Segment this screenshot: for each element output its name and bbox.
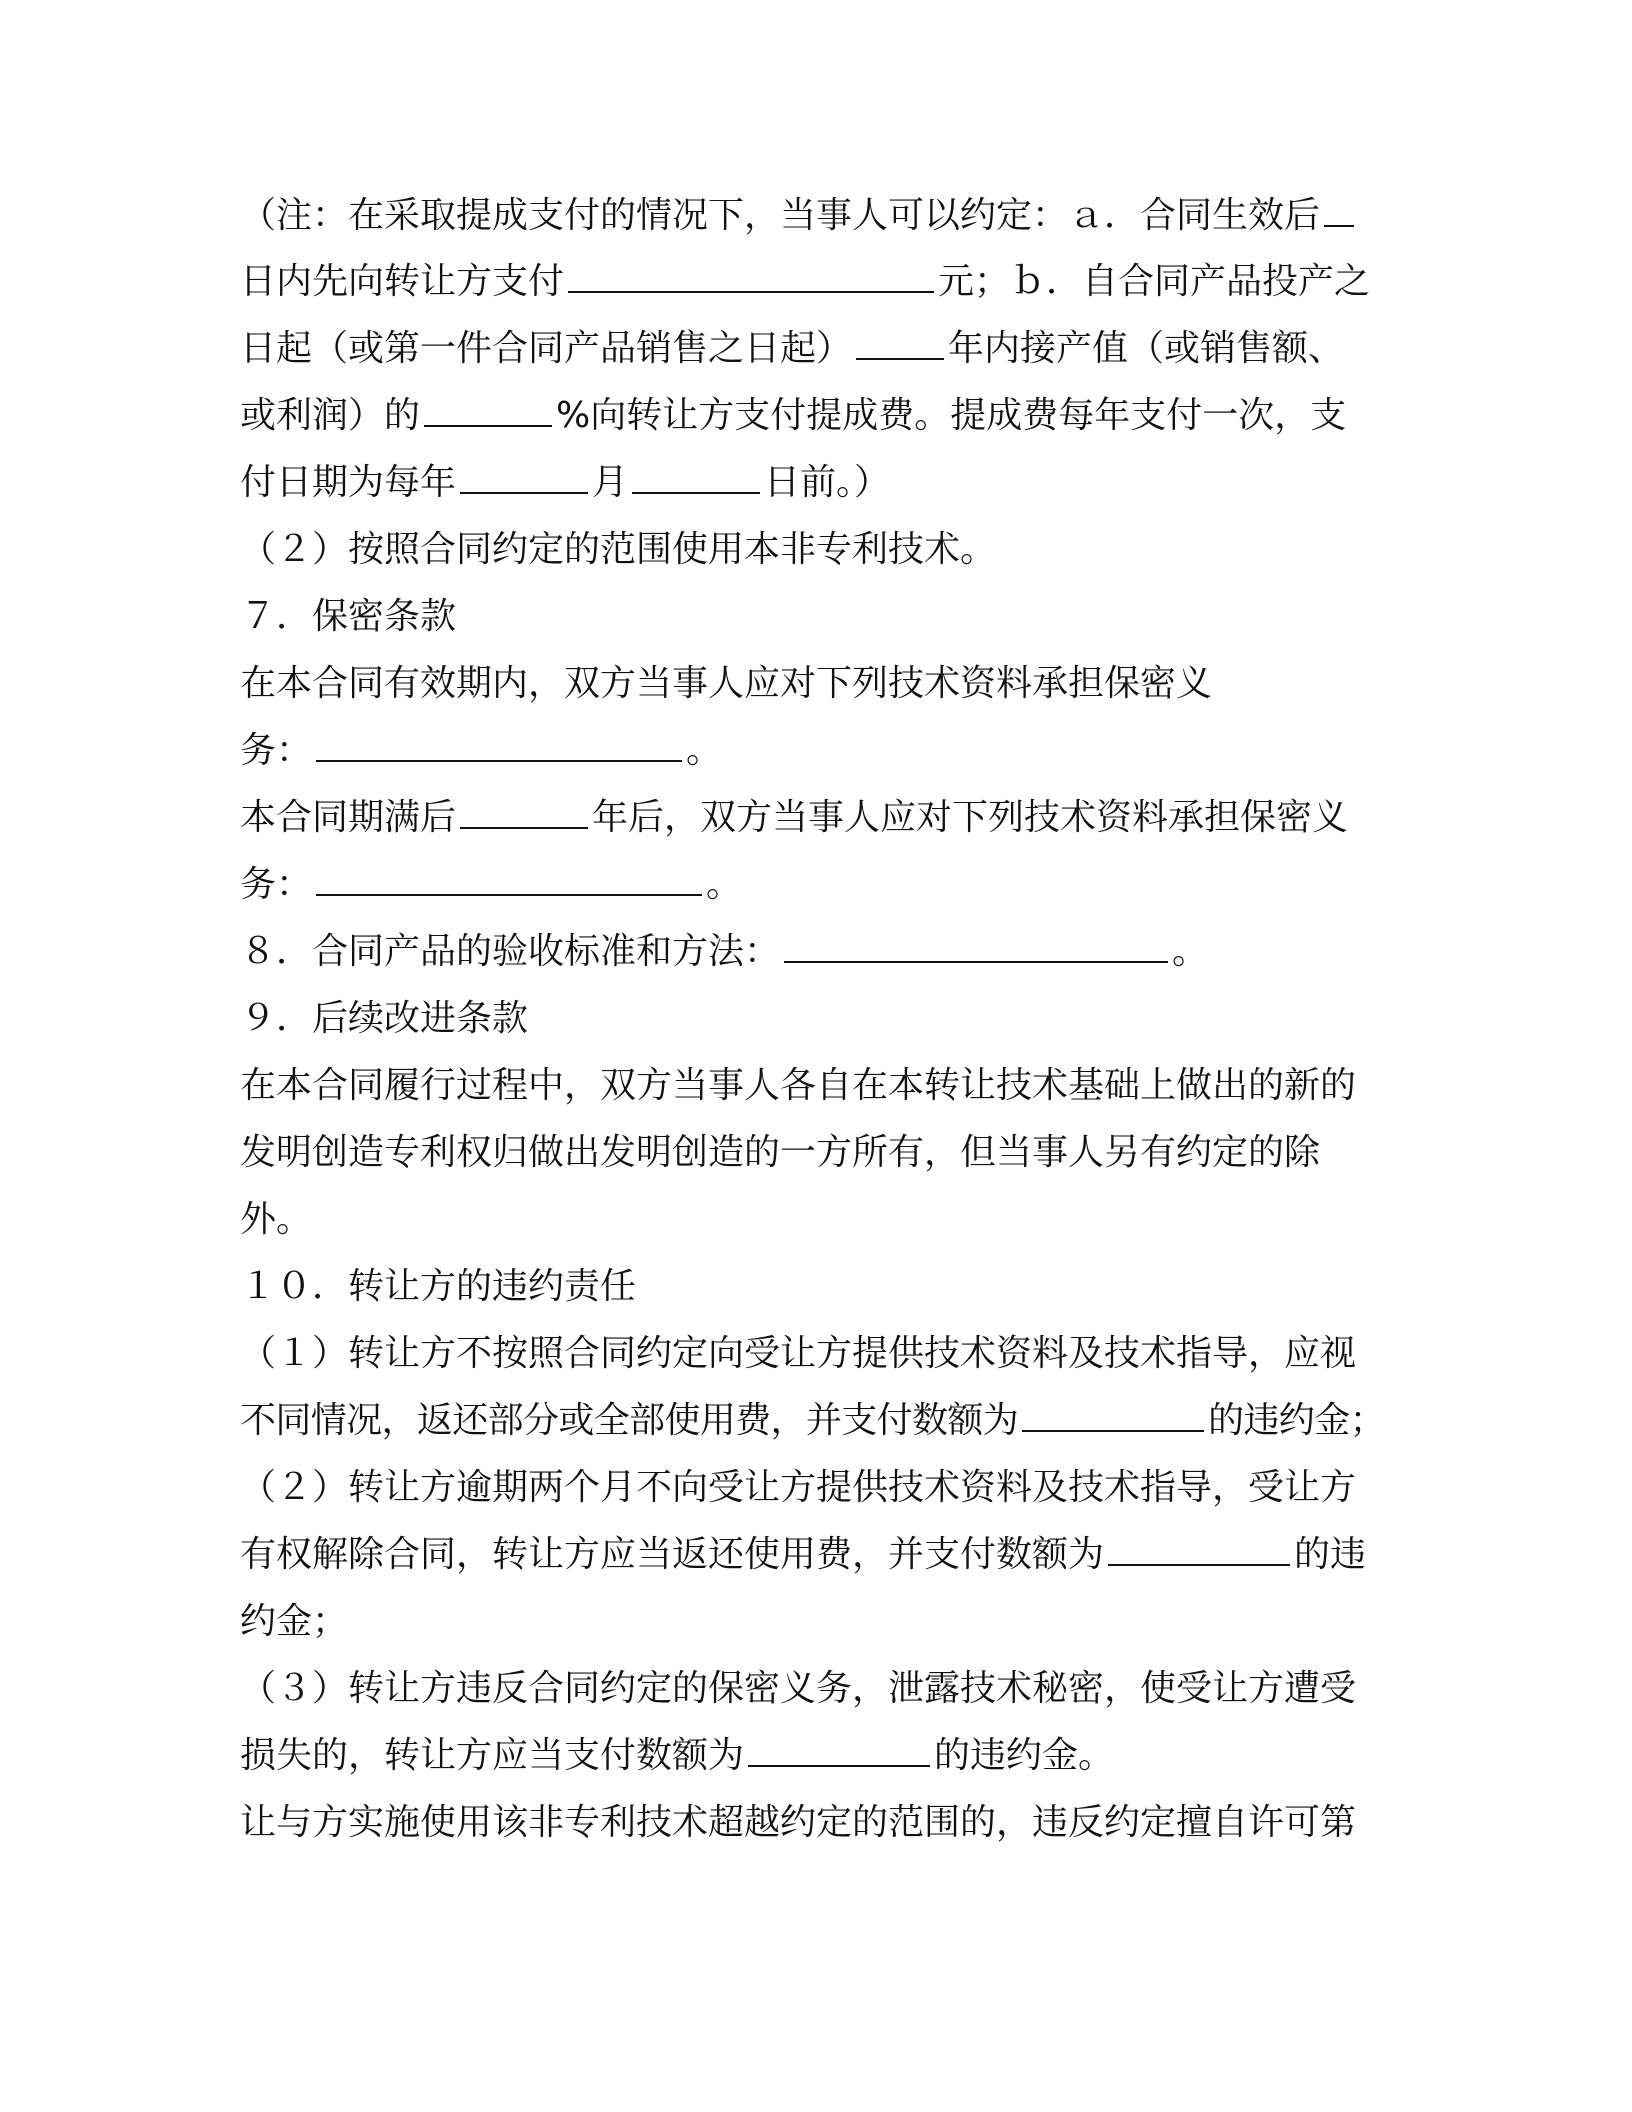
- fill-blank[interactable]: [424, 389, 552, 427]
- text: 有权解除合同，转让方应当返还使用费，并支付数额为: [240, 1534, 1105, 1575]
- fill-blank[interactable]: [1324, 189, 1354, 227]
- text: 日内先向转让方支付: [240, 261, 565, 302]
- section-heading: [240, 924, 1208, 980]
- fill-blank[interactable]: [1108, 1528, 1290, 1566]
- clause-line: [240, 1527, 1366, 1583]
- clause-line: [240, 1728, 1114, 1784]
- note-line: [240, 254, 1370, 310]
- text: （３）转让方违反合同约定的保密义务，泄露技术秘密，使受让方遭受: [240, 1668, 1357, 1709]
- text: 发明创造专利权归做出发明创造的一方所有，但当事人另有约定的除: [240, 1132, 1321, 1173]
- fill-blank[interactable]: [316, 858, 702, 896]
- clause-line: [240, 1192, 312, 1248]
- fill-blank[interactable]: [632, 456, 760, 494]
- text: 在本合同履行过程中，双方当事人各自在本转让技术基础上做出的新的: [240, 1065, 1357, 1106]
- clause-line: [240, 656, 1212, 712]
- text: ８．合同产品的验收标准和方法：: [240, 931, 781, 972]
- text: 不同情况，返还部分或全部使用费，并支付数额为: [240, 1400, 1019, 1441]
- text: 年后，双方当事人应对下列技术资料承担保密义: [592, 797, 1349, 838]
- text: １０．转让方的违约责任: [240, 1266, 637, 1307]
- section-heading: [240, 589, 456, 645]
- section-heading: [240, 1259, 636, 1315]
- text: 损失的，转让方应当支付数额为: [240, 1735, 745, 1776]
- text: ７．保密条款: [240, 596, 457, 637]
- text: 让与方实施使用该非专利技术超越约定的范围的，违反约定擅自许可第: [240, 1802, 1357, 1843]
- text: 或利润）的: [240, 395, 421, 436]
- clause-line: [240, 1125, 1320, 1181]
- text: 日起（或第一件合同产品销售之日起）: [240, 328, 853, 369]
- text: 。: [1172, 931, 1209, 972]
- fill-blank[interactable]: [460, 791, 588, 829]
- text: （１）转让方不按照合同约定向受让方提供技术资料及技术指导，应视: [240, 1333, 1357, 1374]
- clause-line: [240, 1795, 1356, 1851]
- text: 本合同期满后: [240, 797, 457, 838]
- text: 付日期为每年: [240, 462, 457, 503]
- text: 。: [686, 730, 723, 771]
- text: 年内接产值（或销售额、: [948, 328, 1345, 369]
- fill-blank[interactable]: [1022, 1394, 1204, 1432]
- text: 在本合同有效期内，双方当事人应对下列技术资料承担保密义: [240, 663, 1213, 704]
- note-line: [240, 321, 1344, 377]
- text: （注：在采取提成支付的情况下，当事人可以约定：ａ．合同生效后: [240, 195, 1321, 236]
- text: （２）按照合同约定的范围使用本非专利技术。: [240, 529, 997, 570]
- clause-line: [240, 1594, 348, 1650]
- clause-line: [240, 723, 722, 779]
- text: 外。: [240, 1199, 313, 1240]
- text: 约金；: [240, 1601, 349, 1642]
- fill-blank[interactable]: [748, 1729, 930, 1767]
- text: （２）转让方逾期两个月不向受让方提供技术资料及技术指导，受让方: [240, 1467, 1357, 1508]
- section-heading: [240, 991, 528, 1047]
- text: 日前。）: [764, 462, 891, 503]
- clause-line: [240, 1058, 1356, 1114]
- clause-line: [240, 1460, 1356, 1516]
- note-line: [240, 388, 1346, 444]
- clause-line: [240, 1393, 1385, 1449]
- clause-line: [240, 1326, 1356, 1382]
- text: 务：: [240, 730, 313, 771]
- fill-blank[interactable]: [316, 724, 682, 762]
- text: 元；ｂ．自合同产品投产之: [938, 261, 1371, 302]
- text: ９．后续改进条款: [240, 998, 529, 1039]
- text: 月: [592, 462, 629, 503]
- fill-blank[interactable]: [784, 925, 1168, 963]
- clause-line: [240, 1661, 1356, 1717]
- note-line: [240, 188, 1358, 244]
- text: 的违: [1294, 1534, 1367, 1575]
- text: 的违约金。: [934, 1735, 1115, 1776]
- text: 的违约金；: [1208, 1400, 1386, 1441]
- clause-line: [240, 857, 742, 913]
- note-line: [240, 455, 890, 511]
- fill-blank[interactable]: [856, 322, 944, 360]
- text: %向转让方支付提成费。提成费每年支付一次，支: [556, 395, 1347, 436]
- text: 务：: [240, 864, 313, 905]
- fill-blank[interactable]: [568, 255, 934, 293]
- clause-line: [240, 522, 996, 578]
- clause-line: [240, 790, 1348, 846]
- text: 。: [706, 864, 743, 905]
- fill-blank[interactable]: [460, 456, 588, 494]
